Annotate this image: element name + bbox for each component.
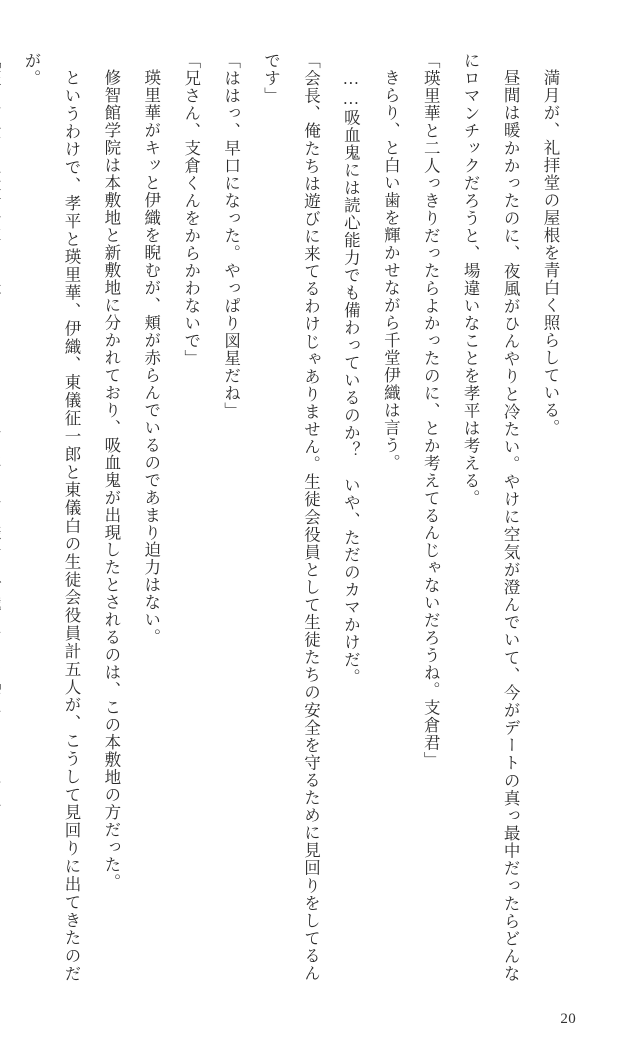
paragraph: 昼間は暖かかったのに、夜風がひんやりと冷たい。やけに空気が澄んでいて、今がデートの真っ最中だったらどんなにロマンチックだろうと、場違いなことを孝平は考える。 bbox=[461, 52, 521, 982]
page-number: 20 bbox=[560, 1011, 576, 1027]
paragraph: 修智館学院は本敷地と新敷地に分かれており、吸血鬼が出現したとされるのは、この本敷地の方だった。 bbox=[101, 68, 121, 891]
paragraph: きらり、と白い歯を輝かせながら千堂伊織は言う。 bbox=[381, 68, 401, 471]
paragraph: というわけで、孝平と瑛里華、伊織、東儀征一郎と東儀白の生徒会役員計五人が、こうして見回りに出てきたのだが。 bbox=[22, 52, 81, 982]
paragraph: 「瑛里華と二人っきりだったらよかったのに、とか考えてるんじゃないだろうね。支倉君」 bbox=[421, 52, 441, 770]
paragraph: 満月が、礼拝堂の屋根を青白く照らしている。 bbox=[541, 68, 560, 436]
paragraph: ……吸血鬼には読心能力でも備わっているのか？ いや、ただのカマかけだ。 bbox=[341, 68, 361, 686]
paragraph: 「兄さん、支倉くんをからかわないで」 bbox=[181, 52, 201, 367]
paragraph bbox=[0, 52, 11, 982]
body-text bbox=[22, 52, 570, 982]
paragraph: 「会長、俺たちは遊びに来てるわけじゃありません。生徒会役員として生徒たちの安全を守るために見回りをしてるんです」 bbox=[261, 52, 321, 982]
paragraph: 「ははっ、早口になった。やっぱり図星だね」 bbox=[221, 52, 241, 420]
paragraph: 瑛里華がキッと伊織を睨むが、頬が赤らんでいるのであまり迫力はない。 bbox=[141, 68, 161, 646]
